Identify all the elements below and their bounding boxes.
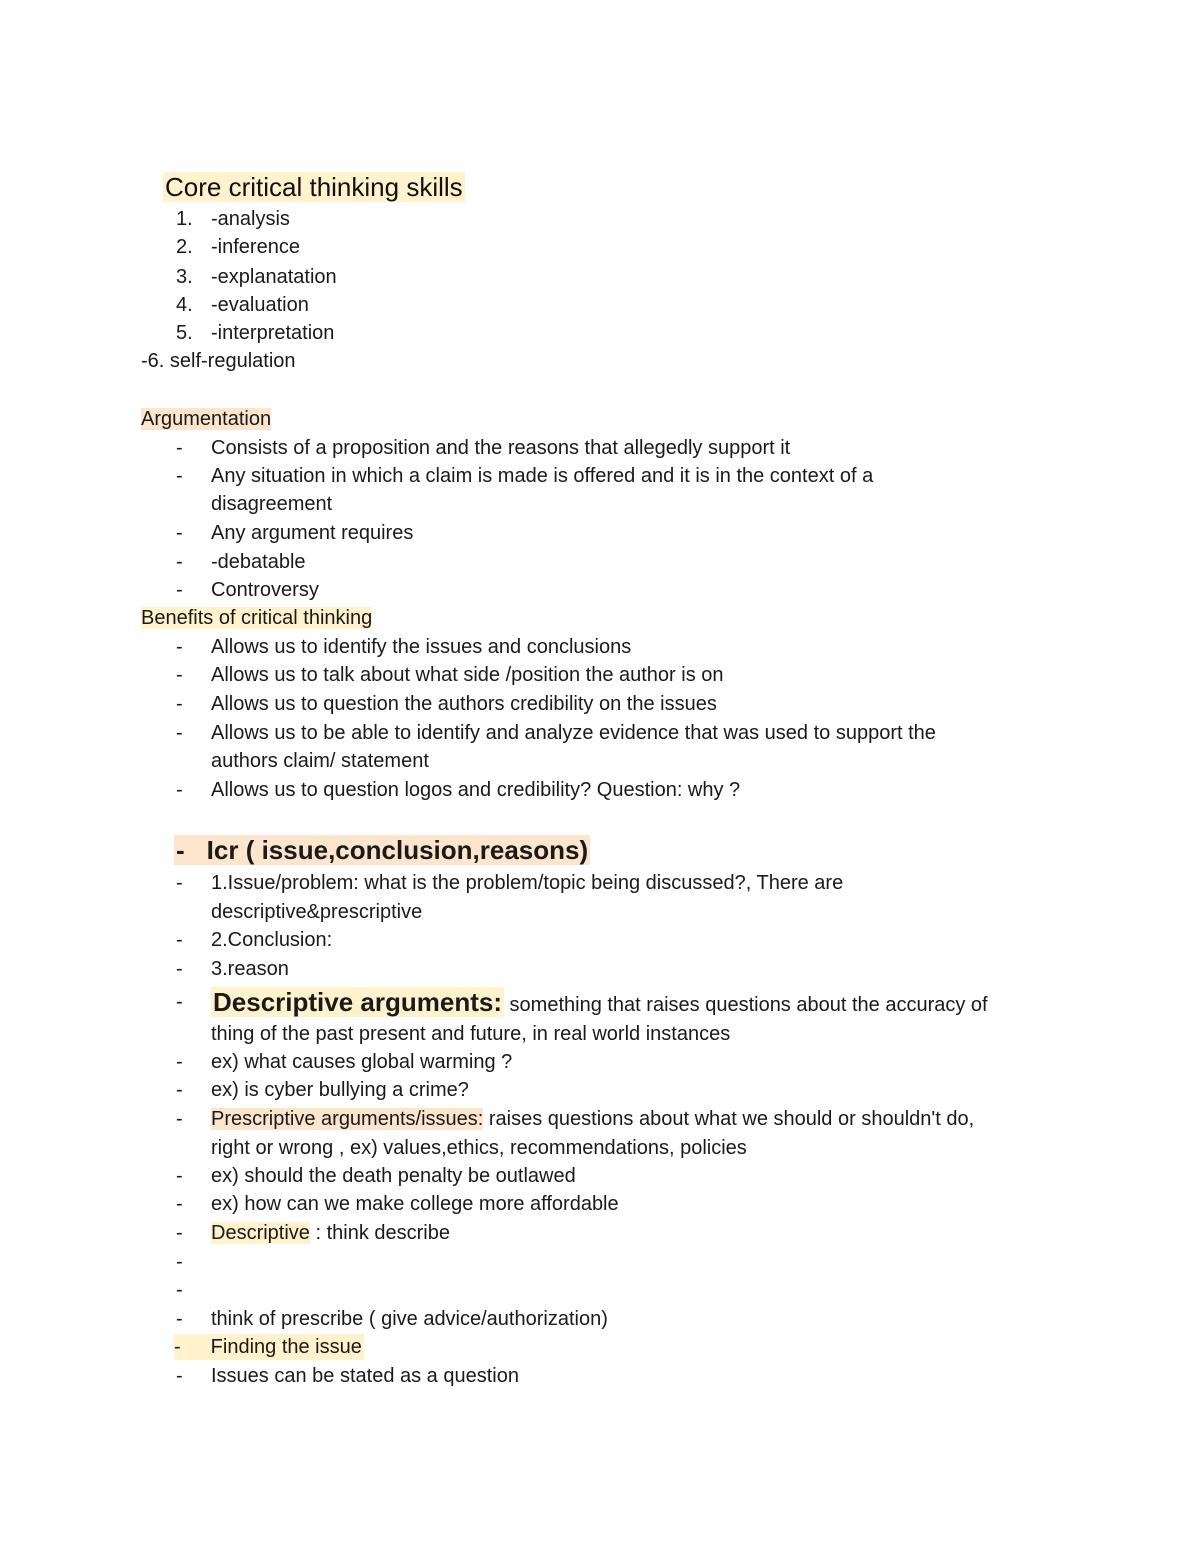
list-item-text: ex) is cyber bullying a crime? xyxy=(211,1079,469,1101)
list-item-empty xyxy=(0,1277,1200,1305)
list-item-text: ex) what causes global warming ? xyxy=(211,1051,513,1073)
bullet-dash: - xyxy=(176,991,183,1013)
bullet-dash: - xyxy=(176,522,183,544)
bullet-dash: - xyxy=(176,1222,183,1244)
list-item-text: think of prescribe ( give advice/authorization) xyxy=(211,1308,608,1330)
prescriptive-label: Prescriptive arguments/issues: xyxy=(211,1108,484,1130)
bullet-dash: - xyxy=(176,437,183,459)
core-item-1 xyxy=(0,206,1200,234)
list-item xyxy=(0,720,1200,748)
list-item xyxy=(0,927,1200,955)
bullet-dash: - xyxy=(176,579,183,601)
list-number: 4. xyxy=(176,294,193,316)
list-item-text: Allows us to question logos and credibility? Question: why ? xyxy=(211,779,741,801)
bullet-dash: - xyxy=(176,1308,183,1330)
bullet-dash: - xyxy=(176,636,183,658)
list-item-text: -evaluation xyxy=(211,294,309,316)
bullet-dash: - xyxy=(176,1165,183,1187)
argumentation-heading-text: Argumentation xyxy=(141,408,272,430)
list-item-text: Allows us to be able to identify and analyze evidence that was used to support the xyxy=(211,722,936,744)
list-item-text: Any argument requires xyxy=(211,522,414,544)
list-item-text: Allows us to identify the issues and conclusions xyxy=(211,636,632,658)
bullet-dash: - xyxy=(176,872,183,894)
list-item-text: -explanatation xyxy=(211,266,337,288)
list-item-text: Allows us to talk about what side /position the author is on xyxy=(211,664,724,686)
core-item-3 xyxy=(0,264,1200,292)
list-item xyxy=(0,520,1200,548)
bullet-dash: - xyxy=(176,1251,183,1273)
list-item xyxy=(0,986,1200,1020)
list-item-continuation xyxy=(211,899,422,927)
list-item-text: Any situation in which a claim is made is offered and it is in the context of a xyxy=(211,465,874,487)
descriptive-rest: something that raises questions about the accuracy of xyxy=(503,994,988,1016)
list-item xyxy=(0,1191,1200,1219)
list-item-text: Controversy xyxy=(211,579,319,601)
list-number: 5. xyxy=(176,322,193,344)
list-item-text: ex) how can we make college more affordable xyxy=(211,1193,619,1215)
list-item-continuation xyxy=(211,491,332,519)
list-item xyxy=(0,691,1200,719)
list-item-text: -inference xyxy=(211,236,300,258)
bullet-dash: - xyxy=(176,1051,183,1073)
icr-heading-text xyxy=(174,835,590,865)
list-item xyxy=(0,435,1200,463)
core-title xyxy=(163,171,465,203)
list-item-text: descriptive&prescriptive xyxy=(211,901,423,923)
bullet-dash: - xyxy=(176,693,183,715)
list-item xyxy=(0,870,1200,898)
list-item xyxy=(0,956,1200,984)
list-item xyxy=(0,1077,1200,1105)
bullet-dash: - xyxy=(176,722,183,744)
bullet-dash: - xyxy=(176,1079,183,1101)
core-item-2 xyxy=(0,234,1200,262)
bullet-dash: - xyxy=(176,835,185,865)
list-item-text: Consists of a proposition and the reasons that allegedly support it xyxy=(211,437,791,459)
bullet-dash: - xyxy=(176,551,183,573)
bullet-dash: - xyxy=(176,779,183,801)
list-item-text: disagreement xyxy=(211,493,333,515)
list-item-text: -interpretation xyxy=(211,322,335,344)
list-number: 1. xyxy=(176,208,193,230)
list-item xyxy=(0,577,1200,605)
descriptive-short-label: Descriptive xyxy=(211,1222,310,1244)
list-item xyxy=(0,1363,1200,1391)
list-item-text: thing of the past present and future, in real world instances xyxy=(211,1023,731,1045)
list-item-empty xyxy=(0,1249,1200,1277)
list-item xyxy=(0,1106,1200,1134)
descriptive-short-rest: : think describe xyxy=(309,1222,450,1244)
list-item xyxy=(0,1306,1200,1334)
list-item xyxy=(0,463,1200,491)
prescriptive-rest: raises questions about what we should or shouldn't do, xyxy=(483,1108,975,1130)
core-item-4 xyxy=(0,292,1200,320)
list-item xyxy=(0,549,1200,577)
list-item-text: -analysis xyxy=(211,208,290,230)
benefits-heading-text: Benefits of critical thinking xyxy=(141,607,373,629)
list-item xyxy=(0,1220,1200,1248)
finding-issue-text: Finding the issue xyxy=(210,1336,362,1358)
bullet-dash: - xyxy=(176,664,183,686)
icr-heading xyxy=(174,834,590,868)
finding-issue-highlight xyxy=(174,1334,364,1360)
descriptive-label: Descriptive arguments: xyxy=(213,987,502,1017)
list-item xyxy=(0,777,1200,805)
list-item-continuation xyxy=(211,1135,747,1163)
bullet-dash: - xyxy=(176,929,183,951)
benefits-heading xyxy=(141,605,372,633)
list-item xyxy=(0,662,1200,690)
bullet-dash: - xyxy=(176,1279,183,1301)
list-item xyxy=(174,1334,364,1362)
core-title-text: Core critical thinking skills xyxy=(165,172,463,202)
list-item-text: authors claim/ statement xyxy=(211,750,429,772)
bullet-dash: - xyxy=(176,465,183,487)
list-item-text xyxy=(211,1106,974,1132)
list-item-text: -6. self-regulation xyxy=(141,350,296,372)
bullet-dash: - xyxy=(174,1336,181,1358)
list-item xyxy=(0,634,1200,662)
list-item-text xyxy=(211,986,988,1021)
list-number: 2. xyxy=(176,236,193,258)
list-item-continuation xyxy=(211,748,429,776)
list-item-text: 1.Issue/problem: what is the problem/topic being discussed?, There are xyxy=(211,872,844,894)
bullet-dash: - xyxy=(176,1108,183,1130)
list-item-text: right or wrong , ex) values,ethics, recommendations, policies xyxy=(211,1137,747,1159)
core-item-5 xyxy=(0,320,1200,348)
bullet-dash: - xyxy=(176,1365,183,1387)
list-item-text xyxy=(211,1220,450,1246)
list-item-text: -debatable xyxy=(211,551,306,573)
list-item-text: Allows us to question the authors credibility on the issues xyxy=(211,693,717,715)
bullet-dash: - xyxy=(176,958,183,980)
list-item xyxy=(0,1163,1200,1191)
list-item-text: 2.Conclusion: xyxy=(211,929,333,951)
core-item-6 xyxy=(141,348,296,376)
list-item xyxy=(0,1049,1200,1077)
list-item-text: 3.reason xyxy=(211,958,289,980)
list-number: 3. xyxy=(176,266,193,288)
list-item-text: ex) should the death penalty be outlawed xyxy=(211,1165,576,1187)
icr-heading-label: Icr ( issue,conclusion,reasons) xyxy=(206,835,589,865)
bullet-dash: - xyxy=(176,1193,183,1215)
list-item-text: Issues can be stated as a question xyxy=(211,1365,519,1387)
list-item-continuation xyxy=(211,1021,730,1049)
argumentation-heading xyxy=(141,406,271,434)
